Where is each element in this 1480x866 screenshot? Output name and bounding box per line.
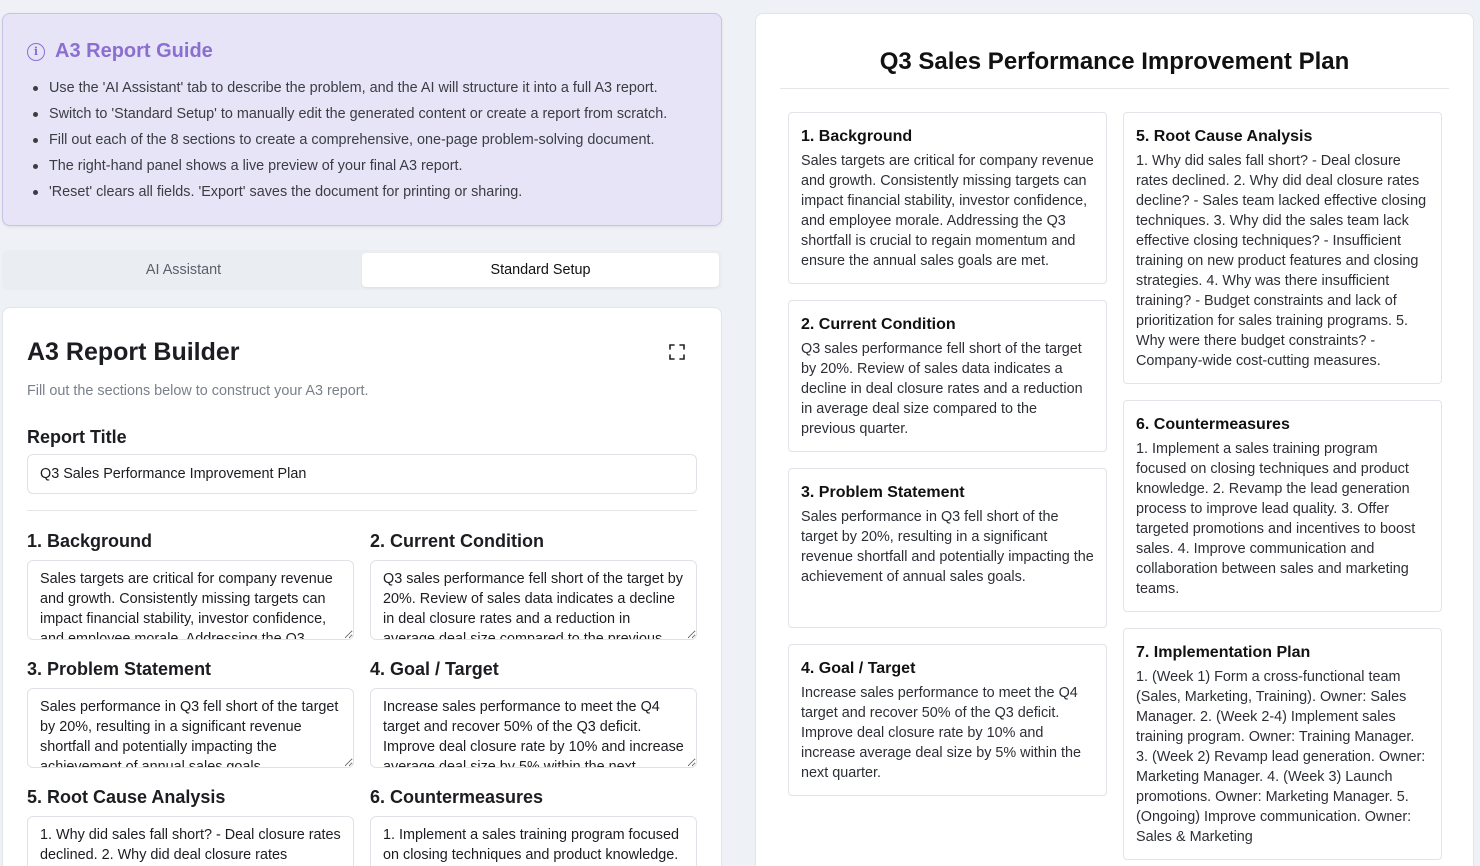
card-body: Increase sales performance to meet the Q4 target and recover 50% of the Q3 deficit. Improve deal closure rate by 10% and increase average deal size by 5% within the next quarter. [801, 685, 1081, 781]
left-column [2, 13, 722, 866]
card-heading: 1. Background [801, 128, 913, 145]
section-label: 4. Goal / Target [370, 659, 499, 679]
guide-item: The right-hand panel shows a live preview of your final A3 report. [29, 153, 697, 179]
expand-icon[interactable] [669, 344, 685, 360]
report-title-label: Report Title [27, 427, 127, 447]
preview-card-implementation-plan [1123, 628, 1442, 860]
card-heading: 6. Countermeasures [1136, 416, 1290, 433]
guide-panel [2, 13, 722, 226]
card-heading: 4. Goal / Target [801, 660, 916, 677]
preview-right-column [1123, 112, 1442, 866]
card-heading: 2. Current Condition [801, 316, 956, 333]
card-heading: 5. Root Cause Analysis [1136, 128, 1313, 145]
card-heading: 3. Problem Statement [801, 484, 965, 501]
info-icon: i [27, 43, 45, 61]
mode-tabs [2, 250, 722, 290]
guide-item: Fill out each of the 8 sections to create a comprehensive, one-page problem-solving document. [29, 127, 697, 153]
divider [27, 510, 697, 511]
section-label: 6. Countermeasures [370, 787, 544, 807]
a3-preview-panel [755, 13, 1474, 866]
builder-subtitle: Fill out the sections below to construct your A3 report. [27, 383, 369, 399]
card-body: 1. (Week 1) Form a cross-functional team (Sales, Marketing, Training). Owner: Sales Manager. 2. (Week 2-4) Implement sales training program. Owner: Training Manager. 3. (Week 2) Revamp lead generation. Owner: Marketing Manager. 4. (Week 3) Launch promotions. Owner: Marketing Manager. 5. (Ongoing) Improve communication. Owner: Sales & Marketing [1136, 669, 1426, 845]
section-label: 5. Root Cause Analysis [27, 787, 226, 807]
guide-header [27, 40, 697, 63]
section-root-cause [27, 787, 354, 866]
card-body: Sales performance in Q3 fell short of the target by 20%, resulting in a significant revenue shortfall and potentially impacting the achievement of annual sales goals. [801, 509, 1094, 585]
background-textarea[interactable] [27, 560, 354, 640]
tab-standard-setup[interactable]: Standard Setup [362, 253, 719, 287]
card-body: 1. Implement a sales training program focused on closing techniques and product knowledge. 2. Revamp the lead generation process to improve lead quality. 3. Offer targeted promotions and incentives to boost sales. 4. Improve communication and collaboration between sales and marketing teams. [1136, 441, 1416, 597]
section-label: 2. Current Condition [370, 531, 544, 551]
preview-title: Q3 Sales Performance Improvement Plan [780, 48, 1449, 89]
root-cause-textarea[interactable] [27, 816, 354, 866]
preview-left-column [788, 112, 1107, 812]
guide-list [27, 75, 697, 205]
section-current-condition [370, 531, 697, 659]
report-builder-card [2, 307, 722, 866]
guide-item: 'Reset' clears all fields. 'Export' saves the document for printing or sharing. [29, 179, 697, 205]
current-condition-textarea[interactable] [370, 560, 697, 640]
section-problem-statement [27, 659, 354, 787]
preview-card-goal-target [788, 644, 1107, 796]
card-body: 1. Why did sales fall short? - Deal closure rates declined. 2. Why did deal closure rates decline? - Sales team lacked effective closing techniques. 3. Why did the sales team lack effective closing techniques? - Insufficient training on new product features and closing strategies. 4. Why was there insufficient training? - Budget constraints and lack of prioritization for sales training programs. 5. Why were there budget constraints? - Company-wide cost-cutting measures. [1136, 153, 1427, 369]
preview-card-root-cause [1123, 112, 1442, 384]
preview-card-current-condition [788, 300, 1107, 452]
card-body: Q3 sales performance fell short of the target by 20%. Review of sales data indicates a decline in deal closure rates and a reduction in average deal size compared to the previous quarter. [801, 341, 1083, 437]
preview-card-background [788, 112, 1107, 284]
report-title-input[interactable] [27, 454, 697, 494]
goal-target-textarea[interactable] [370, 688, 697, 768]
tab-ai-assistant[interactable]: AI Assistant [145, 262, 222, 278]
card-heading: 7. Implementation Plan [1136, 644, 1311, 661]
sections-grid [27, 531, 697, 866]
guide-title: A3 Report Guide [55, 40, 213, 62]
preview-card-countermeasures [1123, 400, 1442, 612]
guide-item: Use the 'AI Assistant' tab to describe the problem, and the AI will structure it into a full A3 report. [29, 75, 697, 101]
section-countermeasures [370, 787, 697, 866]
section-label: 3. Problem Statement [27, 659, 212, 679]
builder-title: A3 Report Builder [27, 338, 240, 366]
section-label: 1. Background [27, 531, 153, 551]
problem-statement-textarea[interactable] [27, 688, 354, 768]
countermeasures-textarea[interactable] [370, 816, 697, 866]
section-background [27, 531, 354, 659]
section-goal-target [370, 659, 697, 787]
guide-item: Switch to 'Standard Setup' to manually edit the generated content or create a report from scratch. [29, 101, 697, 127]
card-body: Sales targets are critical for company revenue and growth. Consistently missing targets can impact financial stability, investor confidence, and employee morale. Addressing the Q3 shortfall is crucial to regain momentum and ensure the annual sales goals are met. [801, 153, 1094, 269]
preview-card-problem-statement [788, 468, 1107, 628]
